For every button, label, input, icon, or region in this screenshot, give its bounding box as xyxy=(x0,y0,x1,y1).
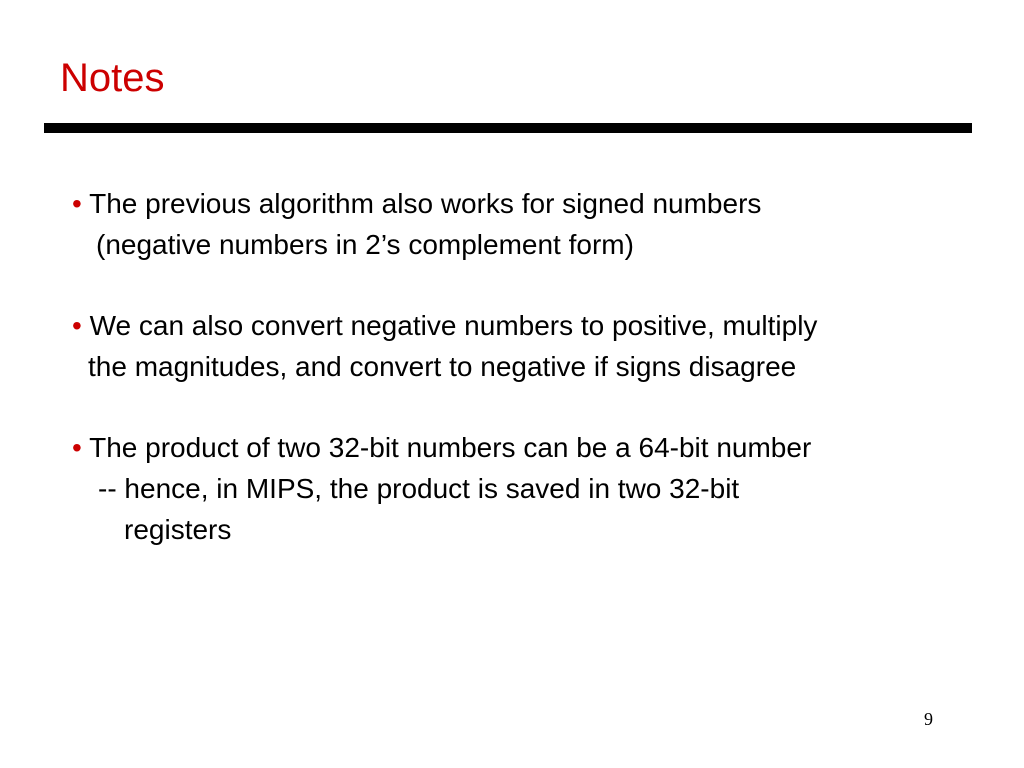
bullet-continuation: (negative numbers in 2’s complement form) xyxy=(96,229,634,260)
title-divider xyxy=(44,123,972,133)
page-number: 9 xyxy=(924,709,933,729)
bullet-item xyxy=(72,305,1002,387)
bullet-item xyxy=(72,427,1002,550)
bullet-continuation: registers xyxy=(124,514,232,545)
bullet-text: The previous algorithm also works for signed numbers xyxy=(89,188,762,219)
bullet-icon: • xyxy=(72,188,82,219)
bullet-item xyxy=(72,183,1002,265)
bullet-text: The product of two 32-bit numbers can be a 64-bit number xyxy=(89,432,812,463)
slide-title: Notes xyxy=(60,56,165,100)
bullet-icon: • xyxy=(72,432,82,463)
bullet-continuation: -- hence, in MIPS, the product is saved in two 32-bit xyxy=(98,473,740,504)
bullet-line xyxy=(72,305,1002,346)
bullet-line xyxy=(72,183,1002,224)
bullet-continuation: the magnitudes, and convert to negative if signs disagree xyxy=(88,351,797,382)
bullet-list xyxy=(72,183,1002,590)
bullet-text: We can also convert negative numbers to positive, multiply xyxy=(89,310,818,341)
bullet-icon: • xyxy=(72,310,82,341)
bullet-line xyxy=(72,427,1002,468)
